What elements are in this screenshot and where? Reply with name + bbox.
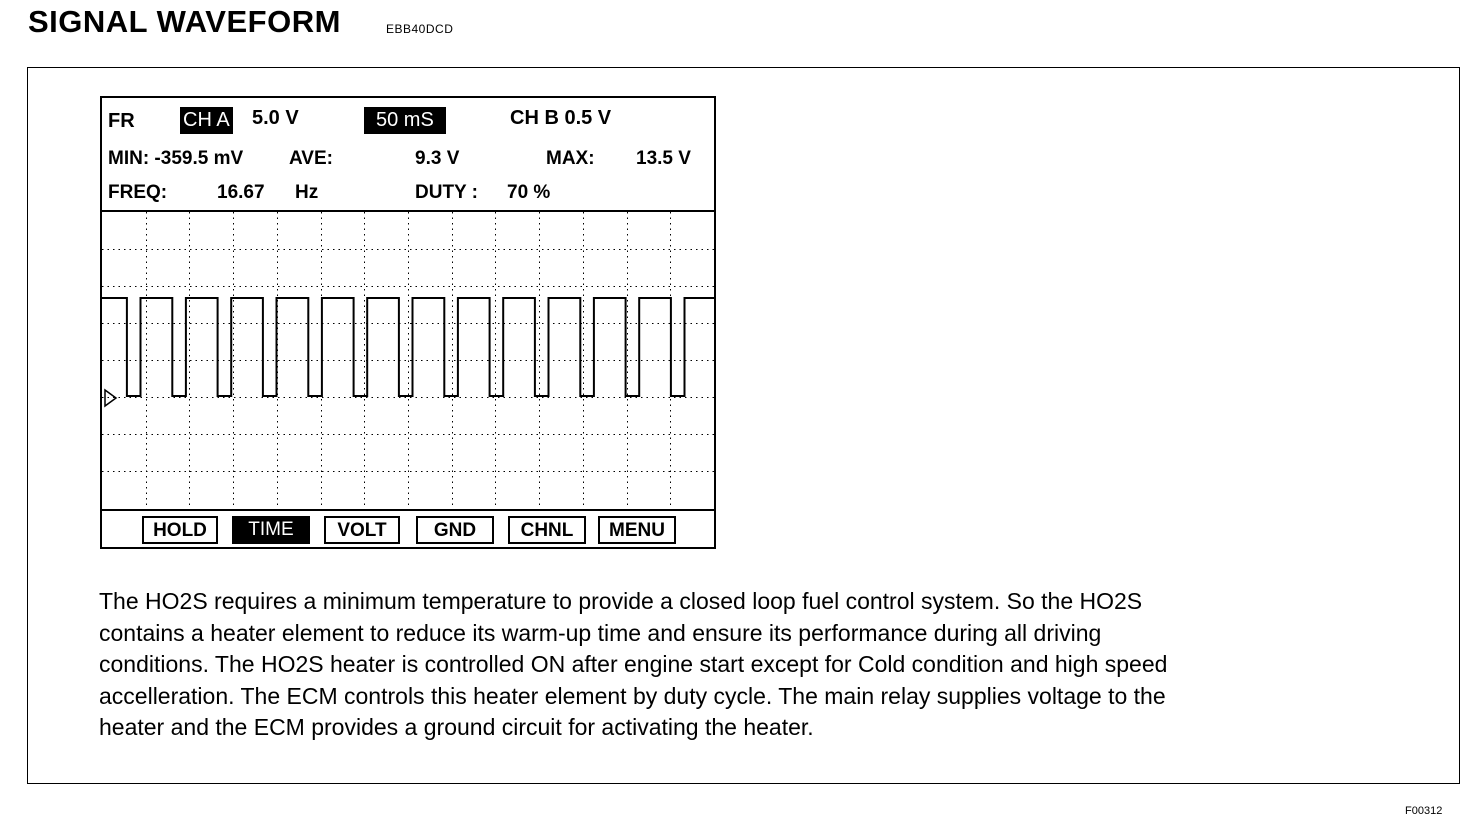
duty-value: 70 % [507,182,551,203]
description-text [99,586,1399,744]
freq-value: 16.67 [217,182,265,203]
figure-id: F00312 [1405,805,1443,817]
max-label: MAX: [546,148,595,169]
description-line: accelleration. The ECM controls this heater element by duty cycle. The main relay supplies voltage to the [99,682,1166,709]
document-code: EBB40DCD [386,22,454,36]
timebase-badge: 50 mS [364,107,446,134]
volt-button[interactable]: VOLT [324,516,400,544]
channel-a-volts: 5.0 V [252,107,299,129]
gnd-button[interactable]: GND [416,516,494,544]
scope-button-bar [102,509,714,549]
description-line: heater and the ECM provides a ground circuit for activating the heater. [99,714,814,740]
channel-a-badge: CH A [180,107,233,134]
freq-unit: Hz [295,182,319,203]
menu-button[interactable]: MENU [598,516,676,544]
waveform-trace [102,298,714,396]
scope-header [102,98,714,212]
waveform-grid [102,212,714,508]
min-reading: MIN: -359.5 mV [108,148,244,169]
waveform-plot [102,212,714,508]
channel-b-setting: CH B 0.5 V [510,107,612,129]
hold-button[interactable]: HOLD [142,516,218,544]
description-line: conditions. The HO2S heater is controlled ON after engine start except for Cold condition and high speed [99,651,1168,677]
description-line: contains a heater element to reduce its warm-up time and ensure its performance during all driving [99,619,1102,646]
freq-label: FREQ: [108,182,168,203]
max-value: 13.5 V [636,148,691,169]
duty-label: DUTY : [415,182,478,203]
description-line: The HO2S requires a minimum temperature to provide a closed loop fuel control system. So the HO2S [99,588,1143,614]
scope-fr-label: FR [108,110,135,132]
time-button[interactable]: TIME [232,516,310,544]
ave-label: AVE: [289,148,333,169]
scope-display [100,96,716,549]
chnl-button[interactable]: CHNL [508,516,586,544]
page-title: SIGNAL WAVEFORM [28,4,341,39]
ave-value: 9.3 V [415,148,460,169]
